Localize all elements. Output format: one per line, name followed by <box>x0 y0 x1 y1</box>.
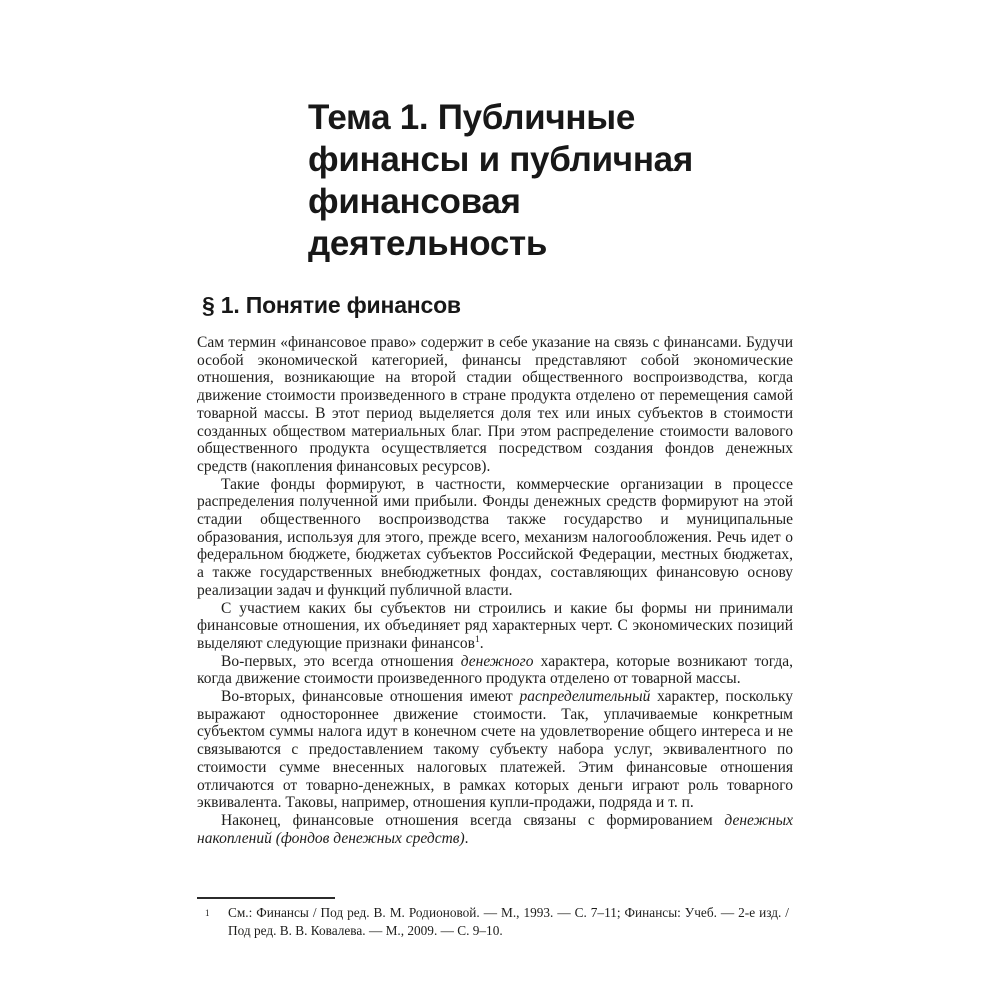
text-run: . <box>464 829 469 847</box>
paragraph <box>197 334 793 476</box>
text-run: денежного <box>460 652 534 670</box>
text-run: Такие фонды формируют, в частности, коммерческие организации в процессе распределения полученной ими прибыли. Фонды денежных средств формируют на этой стадии общественного воспроизводства также государство и муниципальные образования, используя для этого, прежде всего, механизм налогообложения. Речь идет о федеральном бюджете, бюджетах субъектов Российской Федерации, местных бюджетах, а также государственных внебюджетных фондах, составляющих финансовую основу реализации задач и функций публичной власти. <box>197 475 793 599</box>
text-run: характер, поскольку выражают одностороннее движение стоимости. Так, уплачиваемые конкретным субъектом суммы налога идут в конечном счете на удовлетворение общего интереса и не связываются с предоставлением такому субъекту набора услуг, эквивалентного по стоимости сумме внесенных налоговых платежей. Этим финансовые отношения отличаются от товарно-денежных, в рамках которых деньги играют роль товарного эквивалента. Таковы, например, отношения купли-продажи, подряда и т. п. <box>197 688 794 812</box>
text-run: С участием каких бы субъектов ни строились и какие бы формы ни принимали финансовые отношения, их объединяет ряд характерных черт. С экономических позиций выделяют следующие признаки финансов <box>197 599 793 652</box>
footnote <box>197 904 789 940</box>
paragraph <box>197 812 793 847</box>
chapter-title <box>308 97 693 265</box>
footnote-reference: 1 <box>474 633 480 645</box>
paragraph <box>197 688 793 812</box>
chapter-title-line: финансы и публичная <box>308 140 693 179</box>
footnote-text: См.: Финансы / Под ред. В. М. Родионовой. — М., 1993. — С. 7–11; Финансы: Учеб. — 2-е изд. / Под ред. В. В. Ковалева. — М., 2009. — С. 9–10. <box>228 905 789 938</box>
chapter-title-line: Тема 1. Публичные <box>308 98 636 137</box>
text-run: характера, которые возникают тогда, когда движение стоимости произведенного продукта отделено от товарной массы. <box>197 652 793 688</box>
footnote-marker: 1 <box>205 908 210 918</box>
text-run: Сам термин «финансовое право» содержит в себе указание на связь с финансами. Будучи особой экономической категорией, финансы представляют собой экономические отношения, возникающие на второй стадии общественного воспроизводства, когда движение стоимости произведенного в стране продукта отделено от перемещения самой товарной массы. В этот период выделяется доля тех или иных субъектов в стоимости созданных обществом материальных благ. При этом распределение стоимости валового общественного продукта осуществляется посредством создания фондов денежных средств (накопления финансовых ресурсов). <box>197 334 793 475</box>
paragraph <box>197 600 793 653</box>
text-run: Во-вторых, финансовые отношения имеют <box>221 688 520 706</box>
chapter-title-line: деятельность <box>308 224 548 263</box>
body-text <box>197 334 793 847</box>
footnote-separator <box>197 897 335 899</box>
paragraph <box>197 476 793 600</box>
text-run: денежных накоплений (фондов денежных средств) <box>197 811 793 847</box>
chapter-title-line: финансовая <box>308 182 521 221</box>
text-run: Во-первых, это всегда отношения <box>221 652 461 670</box>
section-heading: § 1. Понятие финансов <box>202 292 461 318</box>
text-run: Наконец, финансовые отношения всегда связаны с формированием <box>221 811 725 829</box>
text-run: . <box>479 634 484 652</box>
paragraph <box>197 653 793 688</box>
text-run: распределительный <box>519 688 651 706</box>
